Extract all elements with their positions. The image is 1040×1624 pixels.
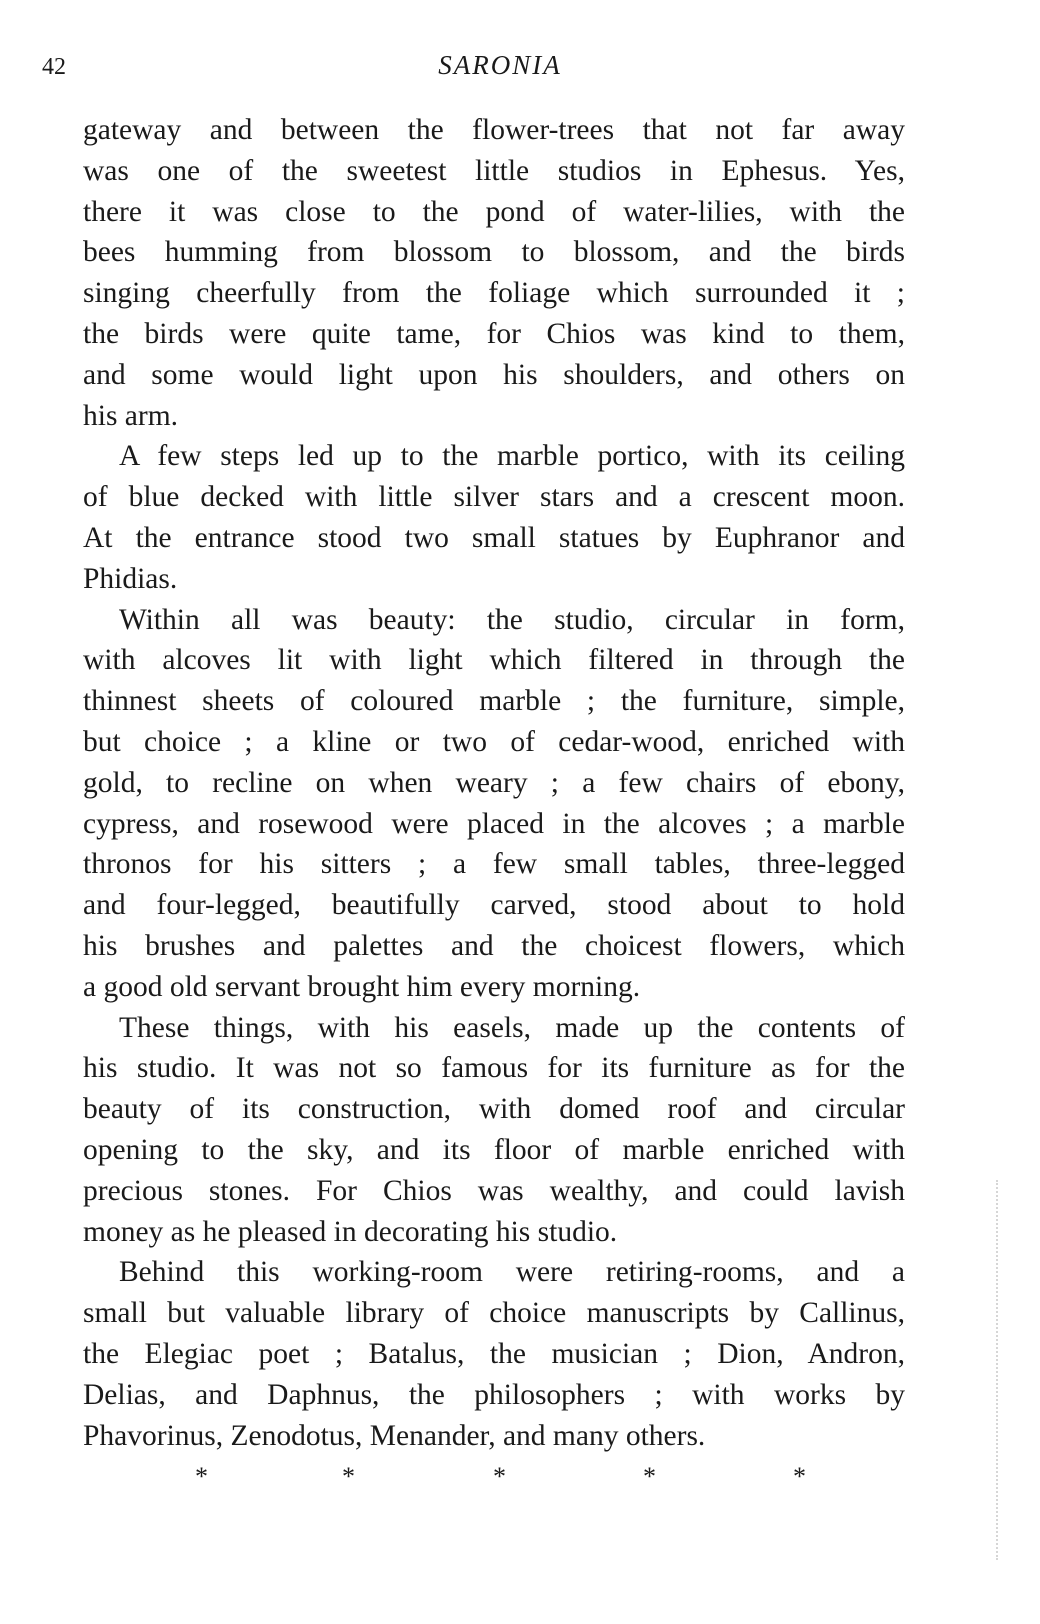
paragraph [83,436,905,599]
text-line: his arm. [83,399,179,432]
text-line: Phidias. [83,562,178,595]
text-line: money as he pleased in decorating his studio. [83,1215,618,1248]
text-line: gateway and between the flower-trees that not far away [83,114,905,146]
text-line: Phavorinus, Zenodotus, Menander, and many others. [83,1419,706,1452]
page-number: 42 [42,54,66,80]
text-line: cypress, and rosewood were placed in the alcoves ; a marble [83,807,905,840]
asterisk: * [793,1462,806,1491]
text-line: his brushes and palettes and the choicest flowers, which [83,929,905,962]
text-line: of blue decked with little silver stars and a crescent moon. [83,481,905,514]
text-line: Behind this working-room were retiring-rooms, and a [119,1256,905,1289]
paragraph [83,600,905,1008]
text-line: there it was close to the pond of water-lilies, with the [83,195,905,228]
asterisk: * [643,1462,656,1491]
text-line: Within all was beauty: the studio, circular in form, [119,603,905,636]
text-line: thinnest sheets of coloured marble ; the furniture, simple, [83,685,905,718]
text-line: opening to the sky, and its floor of marble enriched with [83,1133,905,1166]
paragraph [83,1008,905,1253]
text-line: the Elegiac poet ; Batalus, the musician ; Dion, Andron, [83,1337,905,1370]
section-break [0,1462,1000,1502]
text-line: beauty of its construction, with domed roof and circular [83,1093,905,1126]
text-line: a good old servant brought him every morning. [83,970,641,1003]
text-line: A few steps led up to the marble portico, with its ceiling [119,440,905,473]
running-title: SARONIA [438,50,562,80]
text-line: precious stones. For Chios was wealthy, and could lavish [83,1174,905,1207]
paragraph [83,110,905,436]
text-line: bees humming from blossom to blossom, and the birds [83,236,905,269]
text-line: gold, to recline on when weary ; a few chairs of ebony, [83,766,905,799]
text-line: but choice ; a kline or two of cedar-wood, enriched with [83,725,905,758]
text-line: with alcoves lit with light which filtered in through the [83,644,905,677]
text-line: and some would light upon his shoulders, and others on [83,358,905,391]
text-line: At the entrance stood two small statues by Euphranor and [83,521,905,554]
page-body [83,110,905,1456]
asterisk: * [195,1462,208,1491]
text-line: Delias, and Daphnus, the philosophers ; with works by [83,1378,905,1411]
text-line: was one of the sweetest little studios in Ephesus. Yes, [83,154,905,187]
text-line: singing cheerfully from the foliage which surrounded it ; [83,277,905,310]
asterisk: * [493,1462,506,1491]
text-line: and four-legged, beautifully carved, stood about to hold [83,889,905,922]
text-line: These things, with his easels, made up the contents of [119,1011,905,1044]
text-line: small but valuable library of choice manuscripts by Callinus, [83,1297,905,1330]
text-line: his studio. It was not so famous for its furniture as for the [83,1052,905,1085]
asterisk: * [342,1462,355,1491]
text-line: the birds were quite tame, for Chios was kind to them, [83,317,905,350]
text-line: thronos for his sitters ; a few small tables, three-legged [83,848,905,881]
scan-margin-specks [996,1180,1002,1560]
paragraph [83,1252,905,1456]
